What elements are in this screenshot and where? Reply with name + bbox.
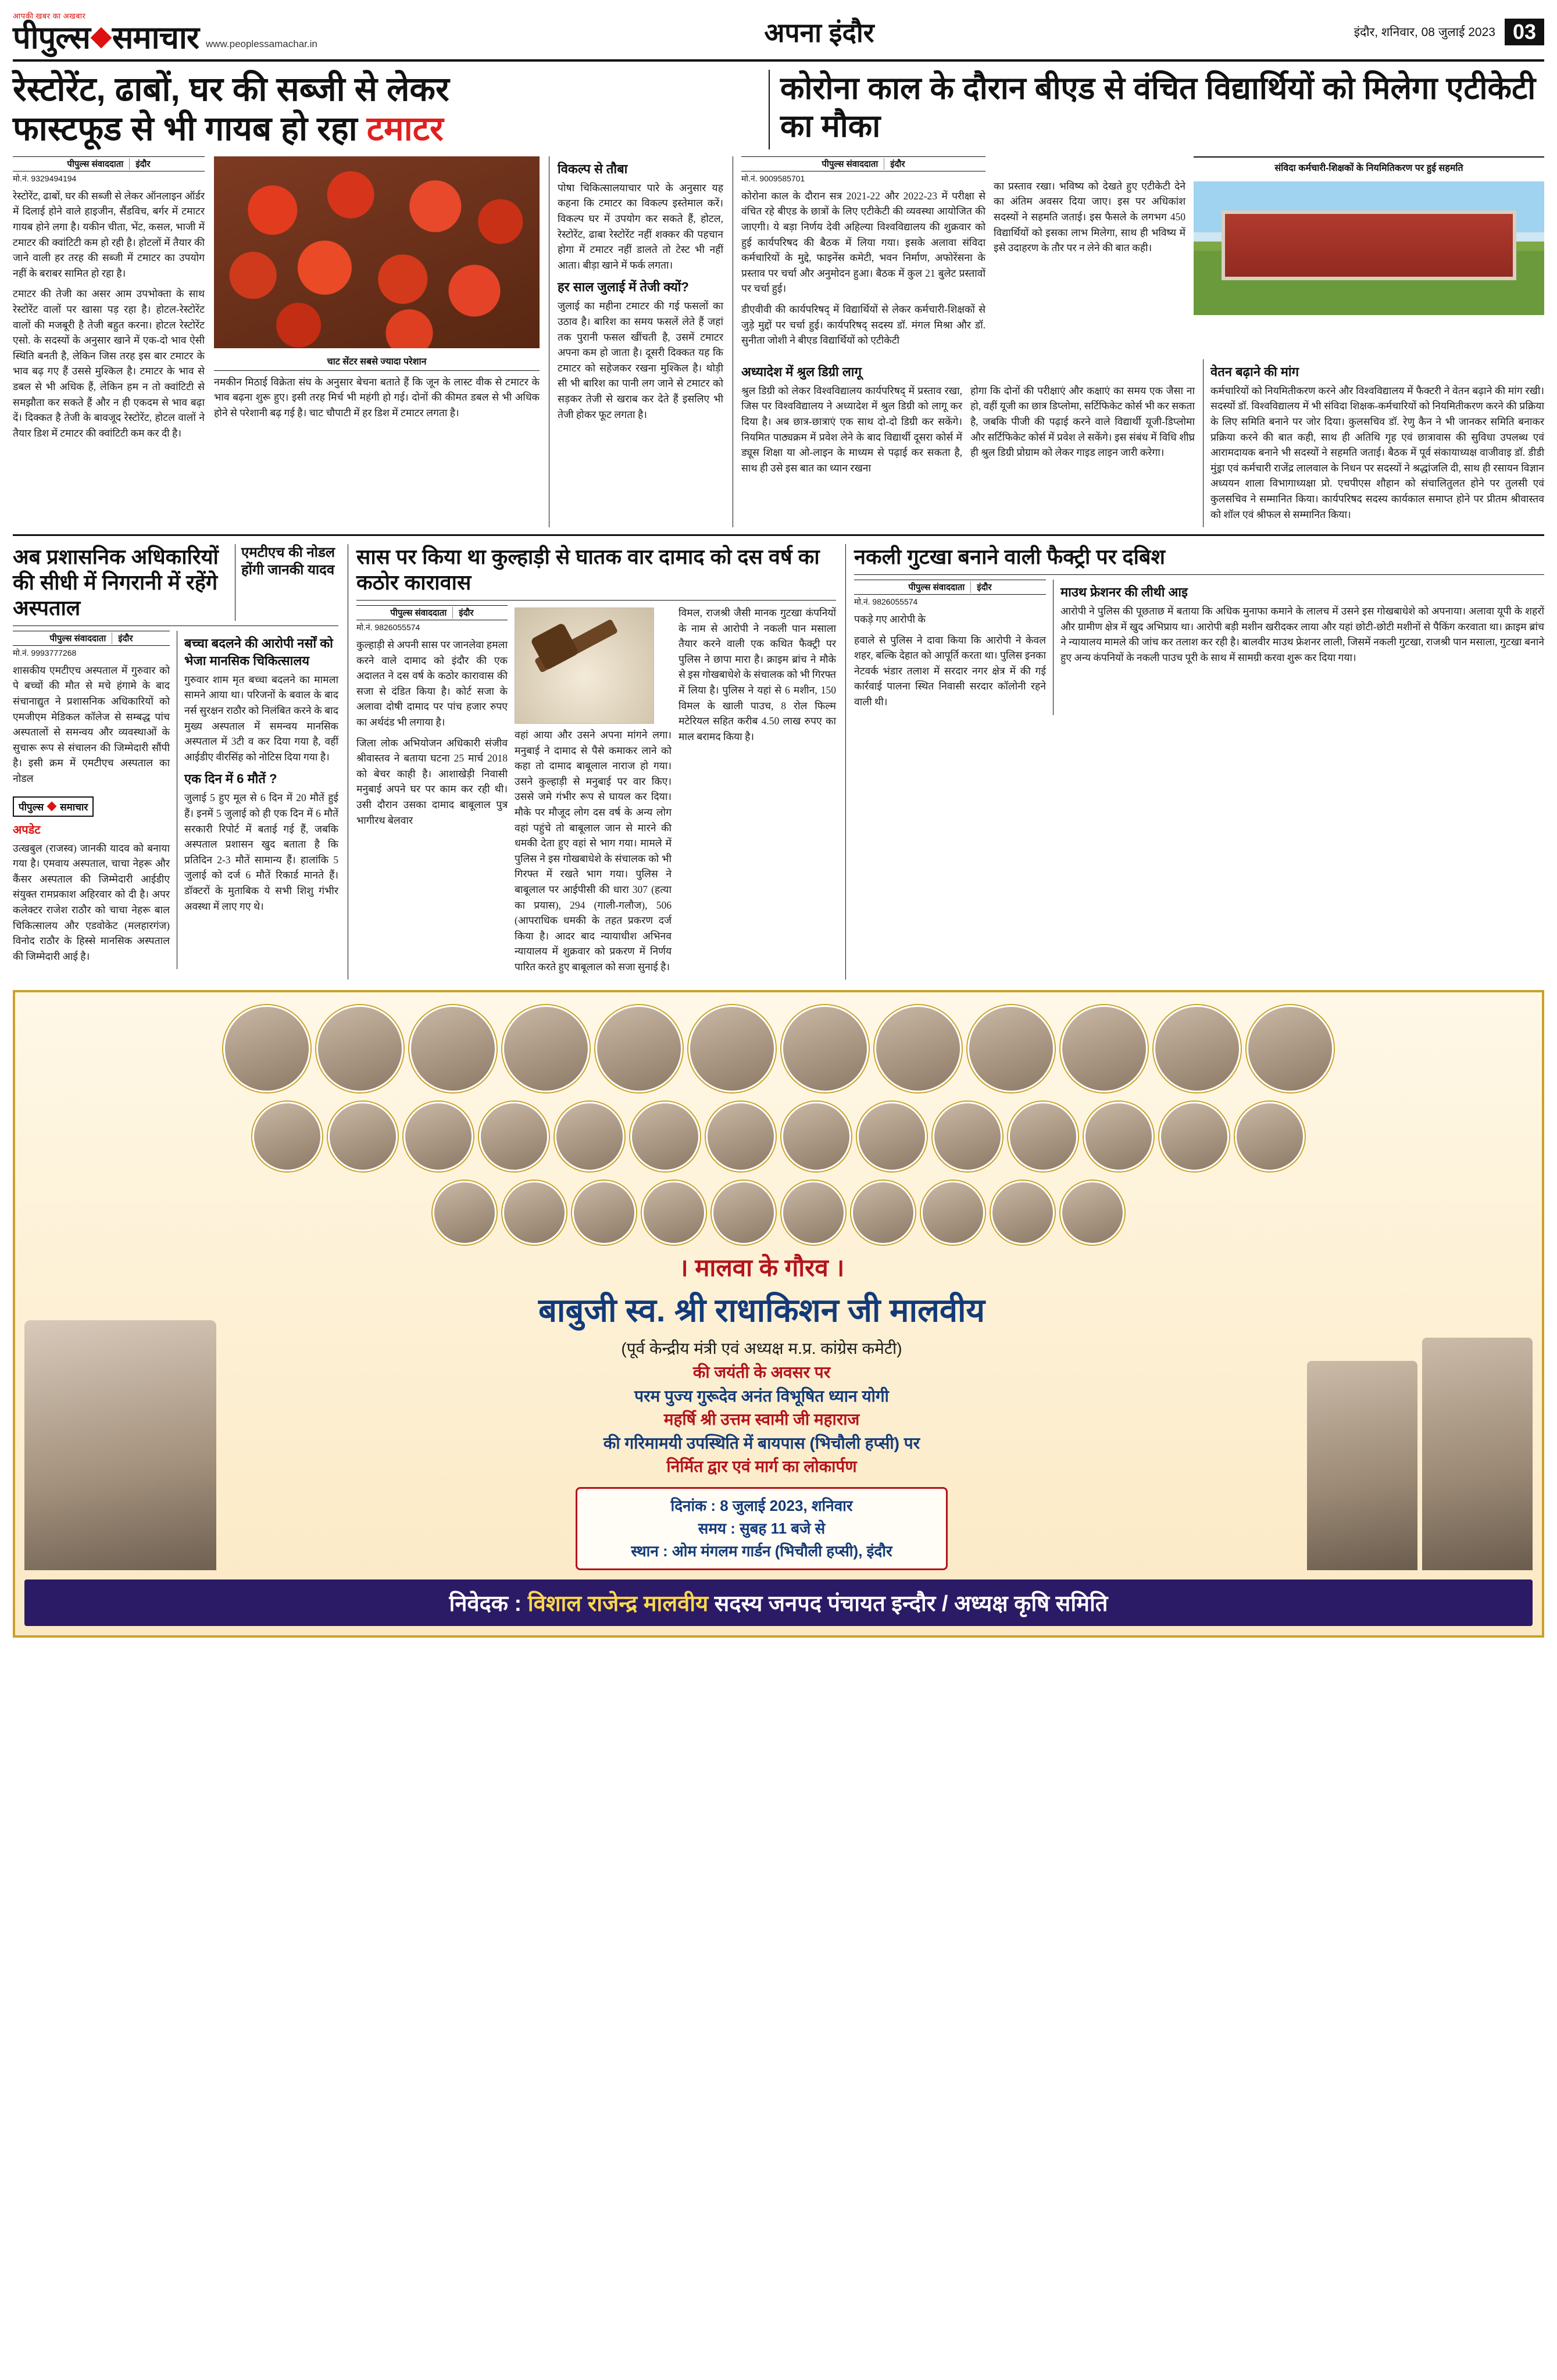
column-raid-story bbox=[845, 544, 1544, 980]
ad-portrait bbox=[630, 1102, 700, 1171]
paragraph: टमाटर की तेजी का असर आम उपभोक्ता के साथ रेस्टोरेंट वालों पर खासा पड़ रहा है। होटल-रेस्टोरेंट वालों की मजबूरी है तेजी बहुत करना। होटल रेस्टोरेंट एसो. के सदस्यों के अनुसार खाने में एक-दो भाव ऐसी स्थिति बनती है, लेकिन जिस तरह इस बार टमाटर के भाव बढ़ गए हैं उससे मुश्किल है। टमाटर के भाव से डबल से भी अधिक हैं, लेकिन हम न तो क्वांटिटी से समझौता कर सकते हैं और न ही एकदम से भाव बढ़ा दें। दिक्कत है तेजी के बावजूद रेस्टोरेंट, होटल वालों ने तैयार डिश में टमाटर की क्वांटिटी कम कर दी है। bbox=[13, 288, 205, 439]
secondary-stories-row bbox=[13, 544, 1544, 980]
hospital-body-1 bbox=[13, 663, 170, 787]
byline-label: पीपुल्स संवाददाता bbox=[908, 583, 965, 593]
reporter-phone: मो.नं. 9993777268 bbox=[13, 648, 77, 657]
byline-label: पीपुल्स संवाददाता bbox=[49, 633, 106, 644]
raid-body-row bbox=[854, 580, 1544, 715]
lead-headline-row bbox=[13, 70, 1544, 149]
nurse-body bbox=[184, 672, 338, 765]
page-number: 03 bbox=[1505, 19, 1544, 45]
website-url: www.peoplessamachar.in bbox=[206, 38, 317, 49]
bed-story-photo-col bbox=[1194, 156, 1544, 353]
ad-portrait-gallery-row2 bbox=[24, 1098, 1533, 1177]
byline-court bbox=[356, 605, 508, 620]
dual-degree-body-2 bbox=[970, 383, 1195, 481]
salary-demand-block bbox=[1203, 359, 1544, 527]
paragraph: हवाले से पुलिस ने दावा किया कि आरोपी ने केवल शहर, बल्कि देहात को आपूर्ति करता था। पुलिस इनका नेटवर्क भंडार तलाश में सरदार नगर क्षेत्र में की गई कार्रवाई पालना स्थित निवासी सरदार कॉलोनी रहने वाली थी। bbox=[854, 634, 1046, 708]
hospital-body-2 bbox=[13, 841, 170, 964]
byline-place: इंदौर bbox=[452, 607, 473, 619]
ad-portrait bbox=[781, 1005, 869, 1092]
column-tomato-text bbox=[13, 156, 205, 527]
badge-diamond-icon bbox=[47, 802, 57, 812]
ad-portrait bbox=[328, 1102, 398, 1171]
reporter-phone: मो.नं. 9329494194 bbox=[13, 173, 77, 183]
section-title: अपना इंदौर bbox=[764, 17, 874, 48]
hospital-body-row bbox=[13, 631, 338, 970]
paragraph: श्रुल डिग्री को लेकर विश्वविद्यालय कार्यपरिषद् में प्रस्ताव रखा, जिस पर विश्वविद्यालय ने अध्यादेश में श्रुल डिग्री को लागू कर दिया है। अब छात्र-छात्राएं एक साथ दो-दो डिग्री कर सकेंगे। नियमित पाठ्यक्रम में प्रवेश लेने के बाद विद्यार्थी दूसरा कोर्स में ड्यूस शिक्षा या ओ-लाइन के माध्यम से पढ़ाई कर सकता है, साथ ही उसे इस बात का ध्यान रखना bbox=[741, 384, 962, 474]
badge-logo-text-2: समाचार bbox=[60, 801, 88, 813]
bed-story-bottom bbox=[741, 359, 1544, 527]
salary-demand-heading: वेतन बढ़ाने की मांग bbox=[1210, 364, 1299, 379]
column-bed-story bbox=[733, 156, 1544, 527]
ad-line-6: निर्मित द्वार एवं मार्ग का लोकार्पण bbox=[666, 1457, 857, 1476]
ad-portrait bbox=[1060, 1181, 1124, 1245]
bed-body-2 bbox=[994, 178, 1185, 256]
court-body-col1 bbox=[356, 605, 508, 980]
logo-text-2: समाचार bbox=[112, 20, 199, 55]
paragraph: जिला लोक अभियोजन अधिकारी संजीव श्रीवास्तव ने बताया घटना 25 मार्च 2018 को बेचर काही है। आशाखेड़ी निवासी मनुबाई अपने घर पर काम कर रही थी। उसी दौरान उसका दामाद बाबूलाल पुत्र भागीरथ बेलवार bbox=[356, 737, 508, 826]
tomato-photo-sidetext bbox=[214, 374, 540, 421]
masthead-right bbox=[1184, 19, 1544, 45]
ad-line-5: की गरिमामयी उपस्थिति में बायपास (भिचौली हप्सी) पर bbox=[603, 1434, 920, 1452]
masthead bbox=[13, 10, 1544, 62]
paragraph: आरोपी ने पुलिस की पूछताछ में बताया कि अधिक मुनाफा कमाने के लालच में उसने इस गोखबाधेशे को अपनाया। अलावा यूपी के शहरों और ग्रामीण क्षेत्र में खुद अभिप्राय था। आरोपी बड़ी मशीन खरीदकर लाया और यहां छोटी-छोटी मशीनों से पैकिंग करवाता था। क्राइम ब्रांच ने न्यायालय मामले की जांच कर तलाश कर रही है। बालवीर माउथ फ्रेशनर लाली, जिसमें नकली गुटखा, राजश्री पान मसाला, गुटखा बनाने हुए अन्य कंपनियों के नकली पाउच पूरी के साथ में सामग्री करवा शुरू कर दिया गया। bbox=[1060, 605, 1544, 663]
ad-portrait bbox=[1235, 1102, 1305, 1171]
ad-portrait bbox=[1060, 1005, 1148, 1092]
court-headline: सास पर किया था कुल्हाड़ी से घातक वार दामाद को दस वर्ष का कठोर कारावास bbox=[356, 545, 820, 595]
ad-event-time: समय : सुबह 11 बजे से bbox=[698, 1520, 826, 1538]
paragraph: कर्मचारियों को नियमितीकरण करने और विश्वविद्यालय में फैक्टरी ने वेतन बढ़ाने की मांग रखी। सदस्यों डॉ. विश्वविद्यालय में भी संविदा शिक्षक-कर्मचारियों को नियमितीकरण करने की प्रक्रिया के लिए समिति बनाने पर जोर दिया। कुलसचिव डॉ. रेणु कैन ने भी जानकर समिति बनाकर प्रक्रिया करने की बात कही, साथ ही अतिथि गृह एवं छात्रावास की सुविधा उपलब्ध एवं आरामदायक बनाने भी सदस्यों ने सहमति जताई। बैठक में पूर्व संकायाध्यक्ष वाजीवाइ डॉ. डीडी मुंड्रा एवं कर्मचारी राजेंद्र लालवाल के निधन पर सदस्यों ने श्रद्धांजलि दी, साथ ही रसायन विज्ञान अध्ययन शाला विभागाध्यक्षा प्रो. एचपीएस शौहान को संचालितुलत होने पर तुलसी एवं कुलसचिव ने सम्मानित किया। कार्यपरिषद सदस्य कार्यकाल समाप्त होने पर प्रीतम श्रीवास्तव को शॉल एवं श्रीफल से सम्मानित किया। bbox=[1210, 384, 1544, 520]
viklap-body bbox=[558, 180, 723, 273]
paragraph: उत्खबुल (राजस्व) जानकी यादव को बनाया गया है। एमवाय अस्पताल, चाचा नेहरू और कैंसर अस्पताल की जिम्मेदारी आईडीए संयुक्त रामप्रकाश अहिरवार को दी है। अपर कलेक्टर राजेश राठौर को चाचा नेहरू बाल चिकित्सालय और एडवोकेट (मलहारगंज) विनोद राठौर के हिस्से मानसिक अस्पताल की जिम्मेदारी आई है। bbox=[13, 842, 170, 962]
byline-label: पीपुल्स संवाददाता bbox=[67, 159, 124, 169]
reporter-phone: मो.नं. 9009585701 bbox=[741, 173, 805, 183]
ad-portrait bbox=[642, 1181, 706, 1245]
ad-portrait bbox=[967, 1005, 1055, 1092]
paragraph: विमल, राजश्री जैसी मानक गुटखा कंपनियों के नाम से आरोपी ने नकली पान मसाला तैयार करने वाली एक कथित फैक्ट्री पर पुलिस ने छापा मारा है। क्राइम ब्रांच ने मौके से इस गोखबाधेशे के संचालक को भी गिरफ्त में लिया है। पुलिस ने यहां से 6 मशीन, 150 विमल के खाली पाउच, 8 रोल फिल्म मटेरियल सहित करीब 4.50 लाख रुपए का माल बरामद किया है। bbox=[678, 606, 836, 742]
paragraph: नमकीन मिठाई विक्रेता संघ के अनुसार बेचना बताते हैं कि जून के लास्ट वीक से टमाटर के भाव बढ़ना शुरू हुए। इसी तरह मिर्च भी महंगी हो गई। दोनों की कीमत डबल से भी अधिक होने से परेशानी बढ़ गई है। चाट चौपाटी में हर डिश में टमाटर लगता है। bbox=[214, 376, 540, 419]
ad-line-2: की जयंती के अवसर पर bbox=[692, 1363, 831, 1382]
ad-portrait bbox=[1008, 1102, 1078, 1171]
advertisement bbox=[13, 990, 1544, 1638]
consensus-subbanner: संविदा कर्मचारी-शिक्षकों के नियमितिकरण पर हुई सहमति bbox=[1194, 156, 1544, 177]
ad-portrait bbox=[433, 1181, 497, 1245]
ad-portrait bbox=[1084, 1102, 1154, 1171]
ad-portrait bbox=[409, 1005, 497, 1092]
viklap-subheading: हर साल जुलाई में तेजी क्यों? bbox=[558, 280, 689, 295]
ad-event-details-box bbox=[576, 1487, 948, 1570]
ad-portrait bbox=[1159, 1102, 1229, 1171]
logo-text-1: पीपुल्स bbox=[13, 20, 90, 55]
reporter-phone: मो.नं. 9826055574 bbox=[356, 622, 420, 632]
ad-main-portrait-left bbox=[24, 1320, 216, 1570]
paragraph: डीएवीवी की कार्यपरिषद् में विद्यार्थियों से लेकर कर्मचारी-शिक्षकों से जुड़े मुद्दों पर चर्चा हुई। कार्यपरिषद् सदस्य डॉ. मंगल मिश्रा और डॉ. सुनीता जोशी ने बीएड विद्यार्थियों को एटीकेटी bbox=[741, 303, 985, 346]
badge-logo-text-1: पीपुल्स bbox=[19, 801, 44, 813]
paragraph: कोरोना काल के दौरान सत्र 2021-22 और 2022-23 में परीक्षा से वंचित रहे बीएड के छात्रों के लिए एटीकेटी की व्यवस्था आयोजित की जाएगी। ये बड़ा निर्णय देवी अहिल्या विश्वविद्यालय की शुक्रवार को हुई कार्यपरिषद की बैठक में लिया गया। इसके अलावा संविदा कर्मचारियों के मुद्दे, फाइनेंस कमेटी, भवन निर्माण, अफोरेंसना के प्रस्ताव पर चर्चा और अनुमोदन हुआ। बैठक में कुल 21 बुलेट प्रस्तावों पर चर्चा हुई। bbox=[741, 190, 985, 295]
ad-portrait bbox=[781, 1102, 851, 1171]
ad-portrait-woman bbox=[1307, 1361, 1417, 1570]
paragraph: होगा कि दोनों की परीक्षाएं और कक्षाएं का समय एक जैसा ना हो, वहीं यूजी का छात्र डिप्लोमा, सर्टिफिकेट कोर्स भी कर सकता है, जबकि पीजी की पढ़ाई करने वाले विद्यार्थी यूजी-डिप्लोमा और सर्टिफिकेट कोर्स में प्रवेश ले सकेंगे। इस संबंध में विधि शीघ्र ही श्रुल डिग्री प्रोग्राम को लेकर गाइड लाइन जारी करेगा। bbox=[970, 384, 1195, 459]
section-divider bbox=[13, 534, 1544, 536]
masthead-left bbox=[13, 10, 455, 53]
nurse-story bbox=[177, 631, 338, 970]
update-badge bbox=[13, 796, 94, 817]
byline-place: इंदौर bbox=[884, 158, 905, 170]
ad-line-4: महर्षि श्री उत्तम स्वामी जी महाराज bbox=[663, 1410, 860, 1429]
ad-portrait bbox=[403, 1102, 473, 1171]
ad-event-date: दिनांक : 8 जुलाई 2023, शनिवार bbox=[670, 1497, 853, 1515]
ad-footer-banner bbox=[24, 1579, 1533, 1626]
paragraph: पकड़े गए आरोपी के bbox=[854, 613, 926, 626]
gavel-photo bbox=[515, 607, 654, 724]
ad-portrait bbox=[781, 1181, 845, 1245]
byline-label: पीपुल्स संवाददाता bbox=[822, 159, 879, 169]
ad-main-row bbox=[24, 1250, 1533, 1570]
ad-portrait bbox=[223, 1005, 310, 1092]
raid-body-col1 bbox=[854, 580, 1046, 715]
dual-degree-block bbox=[741, 359, 1195, 527]
tomato-photo bbox=[214, 156, 540, 348]
column-court-story bbox=[348, 544, 836, 980]
ad-footer-role: सदस्य जनपद पंचायत इन्दौर / अध्यक्ष कृषि समिति bbox=[714, 1592, 1108, 1617]
ad-portrait bbox=[502, 1005, 590, 1092]
court-body-row bbox=[356, 605, 836, 980]
lead-left-headline bbox=[13, 70, 758, 149]
bed-body-1 bbox=[741, 188, 985, 348]
ad-portrait bbox=[1154, 1005, 1241, 1092]
divider bbox=[854, 574, 1544, 575]
newspaper-logo bbox=[13, 10, 199, 53]
byline-place: इंदौर bbox=[129, 158, 150, 170]
divider bbox=[356, 600, 836, 601]
raid-headline: नकली गुटखा बनाने वाली फैक्ट्री पर दबिश bbox=[854, 545, 1165, 569]
deaths-body bbox=[184, 790, 338, 914]
paragraph: पोषा चिकित्सालयाचार पारे के अनुसार यह कहना कि टमाटर का विकल्प इस्तेमाल करें। विकल्प घर में उपयोग कर सकते हैं, होटल, रेस्टोरेंट, ढाबा रेस्टोरेंट नहीं शक्कर की पहचान होगा में टमाटर नहीं डालते तो टेस्ट भी नहीं आता। बीड़ा खाने में फर्क लगता। bbox=[558, 181, 723, 271]
ad-portrait bbox=[555, 1102, 624, 1171]
ad-portrait bbox=[933, 1102, 1002, 1171]
byline-place: इंदौर bbox=[970, 581, 991, 593]
column-hospital-story bbox=[13, 544, 338, 980]
reporter-phone: मो.नं. 9826055574 bbox=[854, 597, 918, 607]
ad-portrait bbox=[851, 1181, 915, 1245]
hospital-headline: अब प्रशासनिक अधिकारियों की सीधी में निगरानी में रहेंगे अस्पताल bbox=[13, 545, 219, 620]
dual-degree-cols bbox=[741, 383, 1195, 481]
paragraph: वहां आया और उसने अपना मांगने लगा। मनुबाई ने दामाद से पैसे कमाकर लाने को कहा तो दामाद बाबूलाल नाराज हो गया। उसने कुल्हाड़ी से मनुबाई पर वार किए। उससे जमे गंभीर रूप से घायल कर दिया। मौके पर मौजूद लोग दस वर्ष के अन्य लोग वहां पहुंचे तो बाबूलाल जान से मारने की धमकी देता हुए वहां से भाग गया। मामले में पुलिस ने इस गोखबाधेशे के संचालक को भी गिरफ्त में रखते भाग गया। पुलिस ने बाबूलाल पर आईपीसी की धारा 307 (हत्या का प्रयास), 294 (गाली-गलौज), 506 (आपराधिक धमकी के तहत प्रकरण दर्ज किया है। आदर बाद न्यायाधीश अभिनव न्यायालय में शुक्रवार को प्रकरण में निर्णय पारित करते हुए बाबूलाल को सजा सुनाई है। bbox=[515, 728, 672, 973]
bed-story-col2 bbox=[994, 156, 1185, 353]
column-tomato-photo bbox=[214, 156, 540, 527]
bed-story-col1 bbox=[741, 156, 985, 353]
ad-event-venue: स्थान : ओम मंगलम गार्डन (भिचौली हप्सी), इंदौर bbox=[631, 1542, 892, 1560]
tomato-photo-caption: चाट सेंटर सबसे ज्यादा परेशान bbox=[214, 353, 540, 371]
lead-left-headline-highlight: टमाटर bbox=[366, 110, 444, 148]
paragraph: कुल्हाड़ी से अपनी सास पर जानलेवा हमला करने वाले दामाद को इंदौर की एक अदालत ने दस वर्ष के कठोर कारावास की सजा से दंडित किया है। कोर्ट सजा के अलावा दोषी दामाद पर पांच हजार रुपए का अर्थदंड भी लगाया है। bbox=[356, 638, 508, 728]
viklap-subbody bbox=[558, 298, 723, 422]
bed-story-top bbox=[741, 156, 1544, 353]
logo-tagline: आपकी खबर का अखबार bbox=[13, 12, 86, 20]
ad-main-portraits-right bbox=[1307, 1338, 1533, 1570]
update-label: अपडेट bbox=[13, 823, 41, 837]
salary-demand-body bbox=[1210, 383, 1544, 522]
lead-left-headline-line1: रेस्टोरेंट, ढाबों, घर की सब्जी से लेकर bbox=[13, 70, 449, 108]
paragraph: शासकीय एमटीएच अस्पताल में गुरुवार को पे बच्चों की मौत से मचे हंगामे के बाद संचानाद्युत ने प्रशासनिक अधिकारियों को एमजीएम मेडिकल कॉलेज से सम्बद्ध पांच अस्पतालों से समन्वय और व्यवस्थाओं के सुचारू रूप से संचालन की जिम्मेदारी सौंपी है। इसी क्रम में एमटीएच अस्पताल का नोडल bbox=[13, 664, 170, 785]
lead-right-headline-block bbox=[769, 70, 1544, 149]
paragraph: का प्रस्ताव रखा। भविष्य को देखते हुए एटीकेटी देने का अंतिम अवसर दिया जाए। इस पर अधिकांश सदस्यों ने सहमति जताई। इस फैसले के लगभग 450 विद्यार्थियों को इसका लाभ मिलेगा, साथ ही भविष्य में इसे उदाहरण के तौर पर न लेने की बात कही। bbox=[994, 180, 1185, 254]
deaths-subheading: एक दिन में 6 मौतें ? bbox=[184, 771, 277, 787]
lead-right-headline: कोरोना काल के दौरान बीएड से वंचित विद्यार्थियों को मिलेगा एटीकेटी का मौका bbox=[780, 71, 1536, 144]
ad-footer-name: विशाल राजेन्द्र मालवीय bbox=[527, 1592, 709, 1617]
lead-left-headline-block bbox=[13, 70, 769, 149]
byline-place: इंदौर bbox=[112, 632, 133, 644]
court-body-3 bbox=[678, 605, 836, 744]
ad-portrait bbox=[479, 1102, 549, 1171]
mouth-freshener-heading: माउथ फ्रेशनर की लीथी आइ bbox=[1060, 585, 1188, 600]
column-viklap bbox=[549, 156, 723, 527]
byline-bed bbox=[741, 156, 985, 171]
ad-portrait bbox=[572, 1181, 636, 1245]
paragraph: जुलाई का महीना टमाटर की गई फसलों का उठाव है। बारिश का समय फसलें लेते हैं जहां तक पुरानी फसल खींचती है, उसमें टमाटर अपना कम हो जाता है। दूसरी दिक्कत यह कि टमाटर को सहेजकर रखना मुश्किल है। थोड़ी सी भी बारिश का पानी लग जाने से टमाटर को सड़कर तेजी से खराब कर देते हैं इसलिए भी तेजी होकर फूट लगता है। bbox=[558, 300, 723, 420]
ad-portrait-gallery bbox=[24, 1002, 1533, 1098]
court-body-col2 bbox=[515, 605, 672, 980]
hospital-subheadline: एमटीएच की नोडल होंगी जानकी यादव bbox=[235, 544, 338, 621]
paragraph: गुरुवार शाम मृत बच्चा बदलने का मामला सामने आया था। परिजनों के बवाल के बाद नर्स सुरक्षन राठौर को निलंबित करने के बाद मुख्य अस्पताल में समन्वय मानसिक अस्पताल में 3टी व कर दिया गया है, वहीं आईडीए वीरसिंह को नोटिस दिया गया है। bbox=[184, 673, 338, 763]
ad-portrait-man bbox=[1422, 1338, 1533, 1570]
ad-portrait bbox=[1247, 1005, 1334, 1092]
dual-degree-heading: अध्यादेश में श्रुल डिग्री लागू bbox=[741, 364, 862, 379]
tomato-body bbox=[13, 188, 205, 441]
viklap-heading: विकल्प से तौबा bbox=[558, 161, 628, 176]
ad-portrait bbox=[874, 1005, 962, 1092]
ad-portrait bbox=[706, 1102, 776, 1171]
ad-portrait bbox=[921, 1181, 985, 1245]
logo-diamond-icon bbox=[90, 27, 112, 49]
paragraph: रेस्टोरेंट, ढाबों, घर की सब्जी से लेकर ऑनलाइन ऑर्डर में दिलाई होने वाले हाइजीन, सैंडविच, बर्गर में टमाटर गायब होने लगा है। यकीन चीता, भेंट, कसल, भाजी में टमाटर की क्वांटिटी कम हो रही है। होटलों में तैयार की जाने वाली हर तरह की सब्जी में टमाटर का उपयोग नहीं के बराबर सामित हो रहा है। bbox=[13, 190, 205, 279]
ad-portrait bbox=[857, 1102, 927, 1171]
ad-portrait bbox=[316, 1005, 403, 1092]
logo-wordmark bbox=[13, 22, 199, 53]
byline-tomato bbox=[13, 156, 205, 171]
ad-text-block bbox=[222, 1250, 1301, 1570]
hospital-body-col1 bbox=[13, 631, 170, 970]
raid-body-col2 bbox=[1053, 580, 1544, 715]
ad-portrait bbox=[991, 1181, 1055, 1245]
ad-portrait bbox=[688, 1005, 776, 1092]
ad-title-main: । मालवा के गौरव । bbox=[678, 1254, 845, 1282]
raid-body-1 bbox=[854, 612, 1046, 710]
byline-hospital bbox=[13, 631, 170, 646]
ad-portrait bbox=[502, 1181, 566, 1245]
ad-portrait-gallery-row3 bbox=[24, 1177, 1533, 1250]
dual-degree-body-1 bbox=[741, 383, 962, 481]
court-body-col3 bbox=[678, 605, 836, 980]
ad-title-name: बाबुजी स्व. श्री राधाकिशन जी मालवीय bbox=[538, 1292, 985, 1329]
paragraph: जुलाई 5 हुए मूल से 6 दिन में 20 मौतें हुई हैं। इनमें 5 जुलाई को ही एक दिन में 6 मौतें सरकारी रिपोर्ट में बताई गई हैं, जबकि अस्पताल प्रशासन खुद बताता है कि प्रतिदिन 2-3 मौतें सामान्य हैं। हालांकि 5 जुलाई को दर्ज 6 मौतें रिकार्ड मानते हैं। डॉक्टरों के मुताबिक ये सभी शिशु गंभीर अवस्था में लाए गए थे। bbox=[184, 792, 338, 912]
nurse-headline: बच्चा बदलने की आरोपी नर्सों को भेजा मानसिक चिकित्सालय bbox=[184, 635, 333, 668]
lead-left-headline-line2: फास्टफूड से भी गायब हो रहा bbox=[13, 110, 367, 148]
court-body-1 bbox=[356, 637, 508, 828]
ad-line-3: परम पुज्य गुरूदेव अनंत विभूषित ध्यान योगी bbox=[634, 1386, 889, 1405]
mouth-freshener-body bbox=[1060, 603, 1544, 665]
byline-raid bbox=[854, 580, 1046, 595]
ad-footer-prefix: निवेदक : bbox=[449, 1592, 528, 1617]
ad-portrait bbox=[595, 1005, 683, 1092]
byline-label: पीपुल्स संवाददाता bbox=[390, 607, 447, 618]
edition-date: इंदौर, शनिवार, 08 जुलाई 2023 bbox=[1354, 26, 1495, 39]
ad-portrait bbox=[252, 1102, 322, 1171]
university-building-photo bbox=[1194, 181, 1544, 315]
ad-portrait bbox=[712, 1181, 776, 1245]
hospital-headline-row bbox=[13, 544, 338, 621]
main-article-grid bbox=[13, 156, 1544, 527]
ad-line-1: (पूर्व केन्द्रीय मंत्री एवं अध्यक्ष म.प्र. कांग्रेस कमेटी) bbox=[621, 1339, 902, 1358]
